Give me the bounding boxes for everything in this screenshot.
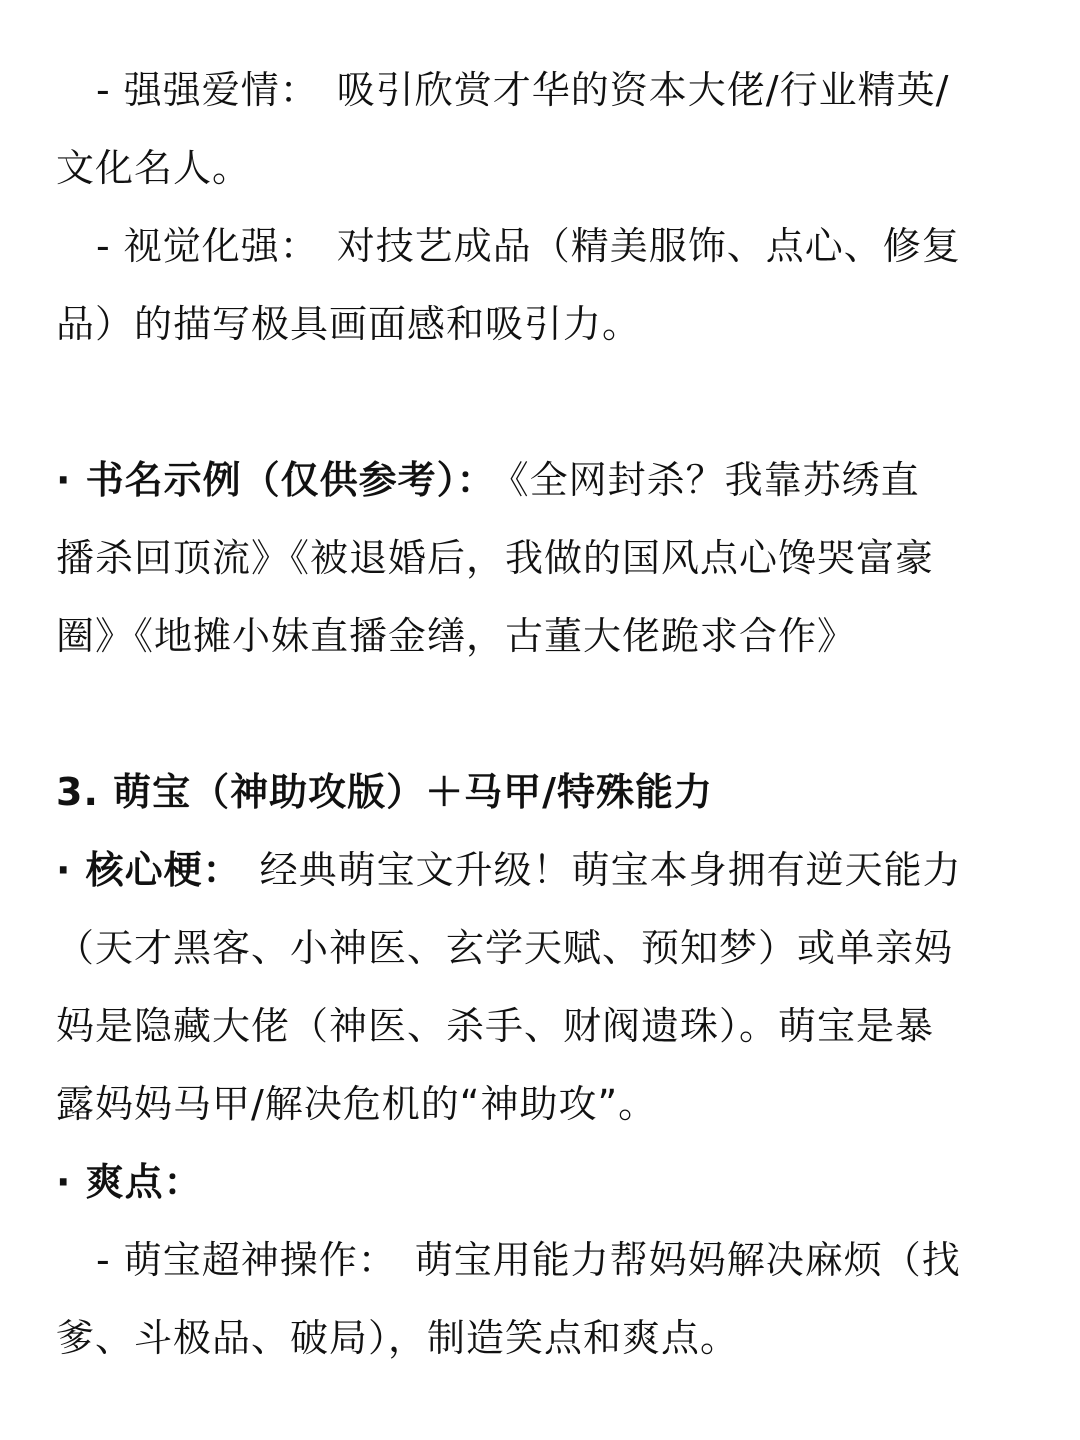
core-text: 经典萌宝文升级！萌宝本身拥有逆天能力	[259, 848, 962, 892]
book-examples-line-3: 圈》《地摊小妹直播金缮，古董大佬跪求合作》	[56, 614, 857, 658]
strong-love-text: 吸引欣赏才华的资本大佬/行业精英/	[336, 68, 950, 112]
baby-label: - 萌宝超神操作：	[96, 1238, 397, 1282]
strong-love-line	[96, 66, 1004, 114]
section-3-heading: 3. 萌宝（神助攻版）＋马甲/特殊能力	[56, 770, 713, 814]
book-examples-line-2: 播杀回顶流》《被退婚后，我做的国风点心馋哭富豪	[56, 536, 935, 580]
visual-line-2: 品）的描写极具画面感和吸引力。	[56, 302, 642, 346]
book-examples-line	[56, 456, 1004, 504]
baby-line-2: 爹、斗极品、破局），制造笑点和爽点。	[56, 1316, 740, 1360]
book-examples-text: 《全网封杀？我靠苏绣直	[509, 458, 920, 502]
core-line-2: （天才黑客、小神医、玄学天赋、预知梦）或单亲妈	[56, 926, 954, 970]
core-line	[56, 846, 1004, 894]
strong-love-label: - 强强爱情：	[96, 68, 319, 112]
core-line-4: 露妈妈马甲/解决危机的“神助攻”。	[56, 1082, 658, 1126]
core-label: · 核心梗：	[56, 848, 242, 892]
baby-line	[96, 1236, 1004, 1284]
highlights-label: · 爽点：	[56, 1160, 203, 1204]
book-examples-label: · 书名示例（仅供参考）：	[56, 458, 496, 502]
visual-label: - 视觉化强：	[96, 224, 319, 268]
baby-text: 萌宝用能力帮妈妈解决麻烦（找	[414, 1238, 961, 1282]
core-line-3: 妈是隐藏大佬（神医、杀手、财阀遗珠）。萌宝是暴	[56, 1004, 935, 1048]
strong-love-line-2: 文化名人。	[56, 146, 252, 190]
visual-line	[96, 222, 1004, 270]
visual-text: 对技艺成品（精美服饰、点心、修复	[336, 224, 961, 268]
